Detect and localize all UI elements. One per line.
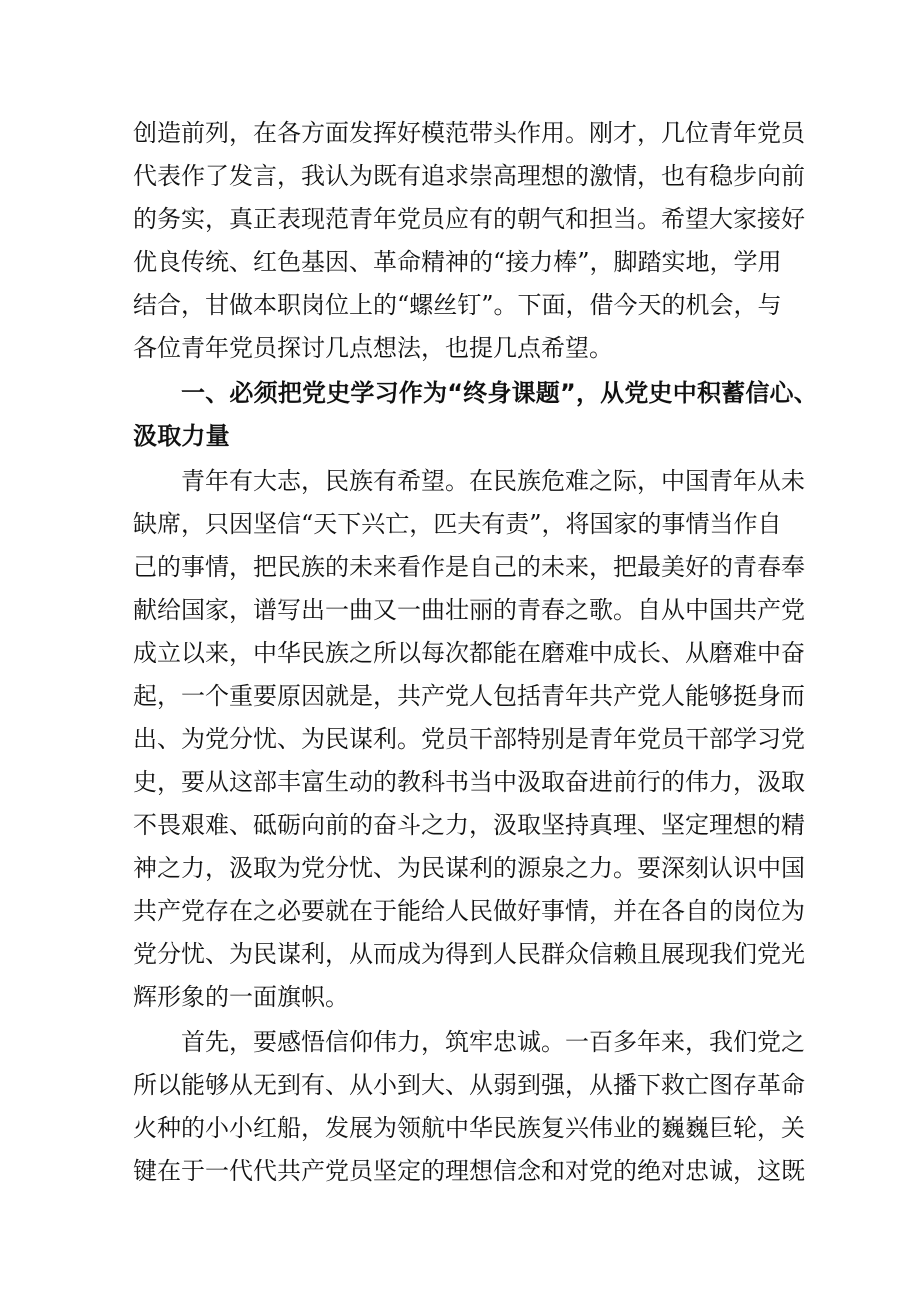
body-text-line: 成立以来，中华民族之所以每次都能在磨难中成长、从磨难中奋 <box>133 639 805 667</box>
section-heading-line: 汲取力量 <box>133 422 230 450</box>
body-text-line: 所以能够从无到有、从小到大、从弱到强，从播下救亡图存革命 <box>133 1071 805 1099</box>
body-text-line: 己的事情，把民族的未来看作是自己的未来，把最美好的青春奉 <box>133 553 805 581</box>
body-text-line: 起，一个重要原因就是，共产党人包括青年共产党人能够挺身而 <box>133 682 805 710</box>
body-text-line: 火种的小小红船，发展为领航中华民族复兴伟业的巍巍巨轮，关 <box>133 1114 805 1142</box>
body-text-line: 出、为党分忧、为民谋利。党员干部特别是青年党员干部学习党 <box>133 725 805 753</box>
body-text-line: 青年有大志，民族有希望。在民族危难之际，中国青年从未 <box>181 467 805 495</box>
body-text-line: 缺席，只因坚信“天下兴亡，匹夫有责”，将国家的事情当作自 <box>133 510 782 538</box>
body-text-line: 结合，甘做本职岗位上的“螺丝钉”。下面，借今天的机会，与 <box>133 291 782 319</box>
body-text-line: 创造前列，在各方面发挥好模范带头作用。刚才，几位青年党员 <box>133 119 805 147</box>
body-text-line: 献给国家，谱写出一曲又一曲壮丽的青春之歌。自从中国共产党 <box>133 596 805 624</box>
body-text-line: 神之力，汲取为党分忧、为民谋利的源泉之力。要深刻认识中国 <box>133 854 805 882</box>
section-heading-line: 一、必须把党史学习作为“终身课题”，从党史中积蓄信心、 <box>181 379 818 407</box>
body-text-line: 党分忧、为民谋利，从而成为得到人民群众信赖且展现我们党光 <box>133 940 805 968</box>
body-text-line: 共产党存在之必要就在于能给人民做好事情，并在各自的岗位为 <box>133 897 805 925</box>
body-text-line: 代表作了发言，我认为既有追求崇高理想的激情，也有稳步向前 <box>133 162 805 190</box>
body-text-line: 优良传统、红色基因、革命精神的“接力棒”，脚踏实地，学用 <box>133 248 782 276</box>
body-text-line: 键在于一代代共产党员坚定的理想信念和对党的绝对忠诚，这既 <box>133 1157 805 1185</box>
body-text-line: 首先，要感悟信仰伟力，筑牢忠诚。一百多年来，我们党之 <box>181 1028 805 1056</box>
body-text-line: 史，要从这部丰富生动的教科书当中汲取奋进前行的伟力，汲取 <box>133 768 805 796</box>
body-text-line: 各位青年党员探讨几点想法，也提几点希望。 <box>133 334 613 362</box>
body-text-line: 的务实，真正表现范青年党员应有的朝气和担当。希望大家接好 <box>133 205 805 233</box>
body-text-line: 辉形象的一面旗帜。 <box>133 983 349 1011</box>
body-text-line: 不畏艰难、砥砺向前的奋斗之力，汲取坚持真理、坚定理想的精 <box>133 811 805 839</box>
